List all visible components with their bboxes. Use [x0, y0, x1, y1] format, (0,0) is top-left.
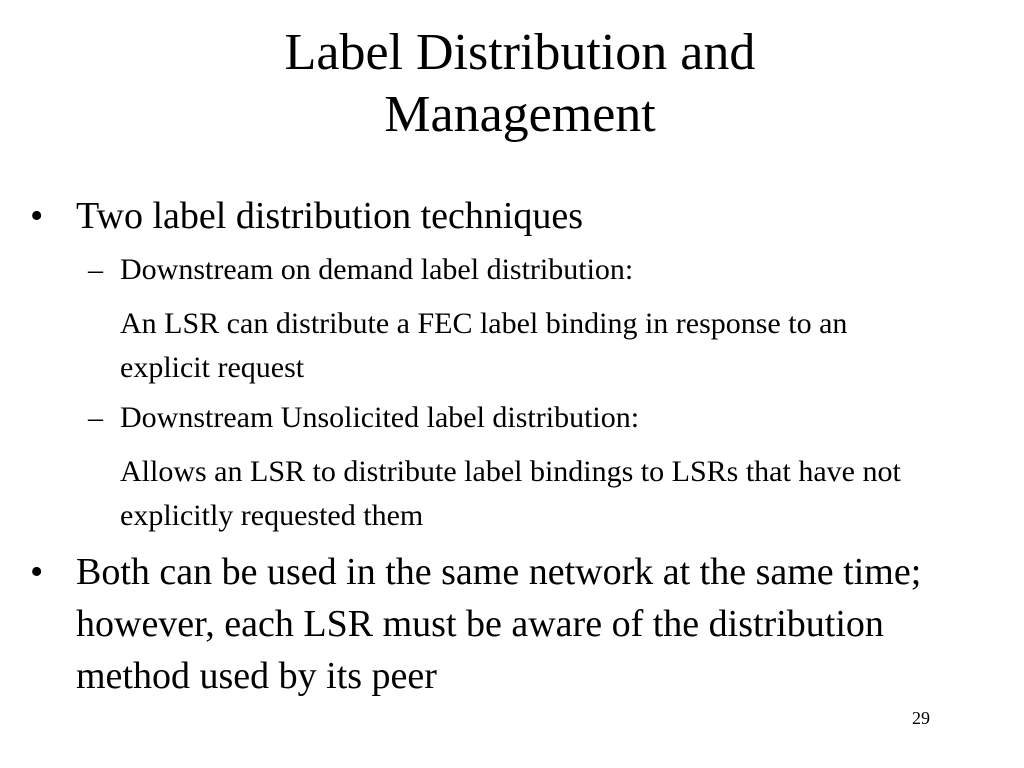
sub-bullet-marker: – — [88, 253, 103, 286]
sub-bullet-item — [30, 396, 1000, 440]
page-number: 29 — [912, 708, 930, 728]
sub-bullet-text: Downstream Unsolicited label distribution: — [120, 401, 640, 434]
slide-title — [80, 22, 960, 146]
sub-bullet-text: Downstream on demand label distribution: — [120, 253, 634, 286]
bullet-marker: • — [30, 551, 44, 593]
bullet-text: Both can be used in the same network at the same time; however, each LSR must be aware of the distribution method used by its peer — [76, 551, 922, 697]
sub-bullet-description: Allows an LSR to distribute label bindings to LSRs that have not explicitly requested them — [120, 455, 901, 532]
sub-bullet-description: An LSR can distribute a FEC label binding in response to an explicit request — [120, 307, 848, 384]
slide-title-line-2: Management — [384, 86, 656, 143]
slide-title-line-1: Label Distribution and — [284, 24, 756, 81]
bullet-item — [30, 546, 1000, 702]
slide-body — [30, 190, 1000, 702]
bullet-marker: • — [30, 195, 44, 237]
bullet-item — [30, 190, 1000, 242]
sub-bullet-marker: – — [88, 401, 103, 434]
bullet-text: Two label distribution techniques — [76, 195, 584, 237]
sub-bullet-item — [30, 248, 1000, 292]
